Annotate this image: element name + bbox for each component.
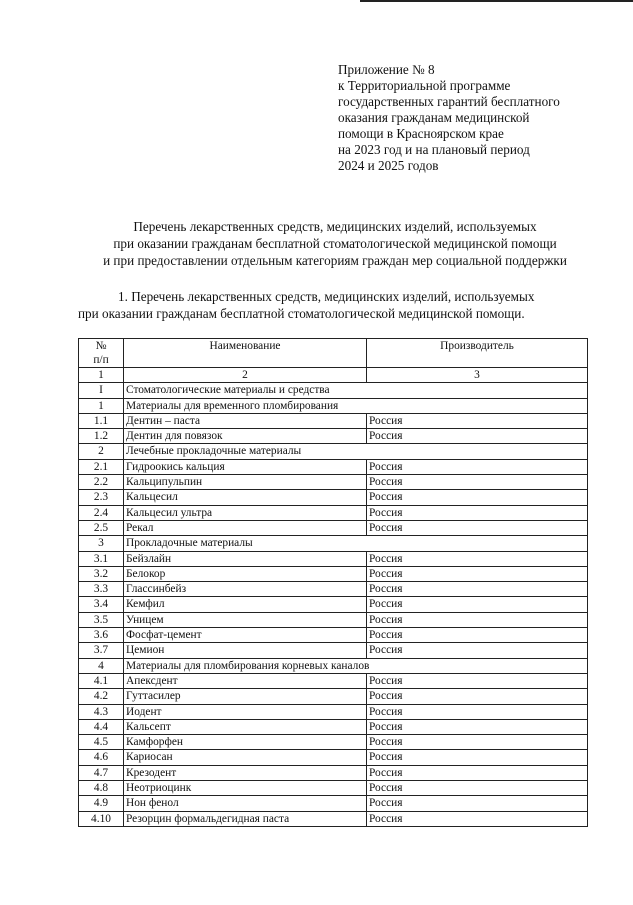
row-name: Кальсепт: [124, 719, 367, 734]
table-section-row: [79, 536, 588, 551]
row-number: 1: [79, 398, 124, 413]
row-producer: Россия: [367, 673, 588, 688]
table-row: [79, 413, 588, 428]
table-row: [79, 704, 588, 719]
table-row: [79, 765, 588, 780]
row-name: Кемфил: [124, 597, 367, 612]
row-producer: Россия: [367, 566, 588, 581]
row-producer: Россия: [367, 475, 588, 490]
row-name: Крезодент: [124, 765, 367, 780]
row-name: Материалы для временного пломбирования: [124, 398, 588, 413]
row-producer: Россия: [367, 781, 588, 796]
row-number: 4.10: [79, 811, 124, 826]
row-name: Кальципульпин: [124, 475, 367, 490]
row-number: 2.3: [79, 490, 124, 505]
row-number: 4.3: [79, 704, 124, 719]
row-number: 3.3: [79, 582, 124, 597]
row-number: 3.4: [79, 597, 124, 612]
row-name: Гидроокись кальция: [124, 459, 367, 474]
row-number: 1.1: [79, 413, 124, 428]
table-row: [79, 750, 588, 765]
appendix-line: Приложение № 8: [338, 62, 435, 77]
row-number: 4.7: [79, 765, 124, 780]
row-producer: Россия: [367, 735, 588, 750]
heading-line: при оказании гражданам бесплатной стоматологической медицинской помощи: [113, 236, 557, 251]
section-title-line: при оказании гражданам бесплатной стоматологической медицинской помощи.: [78, 306, 525, 321]
row-number: 3: [79, 536, 124, 551]
table-body: [79, 383, 588, 827]
header-num-line2: п/п: [93, 354, 109, 366]
section-title: [78, 288, 598, 322]
row-number: 3.6: [79, 628, 124, 643]
row-producer: Россия: [367, 520, 588, 535]
row-producer: Россия: [367, 796, 588, 811]
row-number: 2.2: [79, 475, 124, 490]
row-name: Белокор: [124, 566, 367, 581]
row-producer: Россия: [367, 643, 588, 658]
row-producer: Россия: [367, 704, 588, 719]
row-number: 2.1: [79, 459, 124, 474]
row-name: Неотриоцинк: [124, 781, 367, 796]
row-number: 4.5: [79, 735, 124, 750]
row-producer: Россия: [367, 505, 588, 520]
row-number: 3.7: [79, 643, 124, 658]
row-name: Материалы для пломбирования корневых каналов: [124, 658, 588, 673]
table-row: [79, 520, 588, 535]
row-name: Гуттасилер: [124, 689, 367, 704]
header-producer: Производитель: [367, 339, 588, 368]
table-row: [79, 475, 588, 490]
row-producer: Россия: [367, 429, 588, 444]
row-number: I: [79, 383, 124, 398]
row-name: Нон фенол: [124, 796, 367, 811]
row-name: Стоматологические материалы и средства: [124, 383, 588, 398]
table-row: [79, 429, 588, 444]
table-row: [79, 643, 588, 658]
table-row: [79, 582, 588, 597]
row-number: 3.1: [79, 551, 124, 566]
appendix-line: государственных гарантий бесплатного: [338, 94, 560, 109]
table-row: [79, 612, 588, 627]
table-row: [79, 796, 588, 811]
row-producer: Россия: [367, 689, 588, 704]
table-row: [79, 673, 588, 688]
row-number: 4.2: [79, 689, 124, 704]
appendix-line: к Территориальной программе: [338, 78, 511, 93]
row-name: Дентин для повязок: [124, 429, 367, 444]
table-row: [79, 551, 588, 566]
row-name: Глассинбейз: [124, 582, 367, 597]
scan-edge-line: [360, 0, 633, 2]
row-producer: Россия: [367, 551, 588, 566]
row-number: 4.6: [79, 750, 124, 765]
row-name: Резорцин формальдегидная паста: [124, 811, 367, 826]
table-row: [79, 566, 588, 581]
table-row: [79, 505, 588, 520]
row-number: 4.1: [79, 673, 124, 688]
row-producer: Россия: [367, 490, 588, 505]
row-name: Кариосан: [124, 750, 367, 765]
row-producer: Россия: [367, 628, 588, 643]
table-row: [79, 735, 588, 750]
row-name: Кальцесил ультра: [124, 505, 367, 520]
table-header-row: [79, 339, 588, 368]
table-section-row: [79, 383, 588, 398]
row-number: 2.4: [79, 505, 124, 520]
table-row: [79, 689, 588, 704]
row-name: Кальцесил: [124, 490, 367, 505]
table-row: [79, 628, 588, 643]
row-producer: Россия: [367, 811, 588, 826]
row-number: 4.9: [79, 796, 124, 811]
row-producer: Россия: [367, 750, 588, 765]
row-name: Фосфат-цемент: [124, 628, 367, 643]
row-name: Иодент: [124, 704, 367, 719]
document-heading: [40, 218, 630, 269]
row-number: 4.8: [79, 781, 124, 796]
row-number: 4: [79, 658, 124, 673]
row-name: Апексдент: [124, 673, 367, 688]
table-section-row: [79, 658, 588, 673]
index-cell: 2: [124, 368, 367, 383]
table-index-row: [79, 368, 588, 383]
row-number: 1.2: [79, 429, 124, 444]
section-title-line: 1. Перечень лекарственных средств, медицинских изделий, используемых: [118, 289, 535, 304]
row-name: Камфорфен: [124, 735, 367, 750]
appendix-line: 2024 и 2025 годов: [338, 158, 439, 173]
row-number: 4.4: [79, 719, 124, 734]
appendix-line: оказания гражданам медицинской: [338, 110, 530, 125]
row-name: Бейзлайн: [124, 551, 367, 566]
table-row: [79, 719, 588, 734]
heading-line: и при предоставлении отдельным категориям граждан мер социальной поддержки: [103, 253, 567, 268]
row-producer: Россия: [367, 612, 588, 627]
table-row: [79, 781, 588, 796]
row-number: 2: [79, 444, 124, 459]
appendix-line: на 2023 год и на плановый период: [338, 142, 530, 157]
row-number: 3.5: [79, 612, 124, 627]
heading-line: Перечень лекарственных средств, медицинских изделий, используемых: [133, 219, 537, 234]
row-number: 2.5: [79, 520, 124, 535]
table-row: [79, 490, 588, 505]
row-producer: Россия: [367, 582, 588, 597]
row-name: Дентин – паста: [124, 413, 367, 428]
appendix-block: [338, 62, 628, 174]
row-name: Цемион: [124, 643, 367, 658]
appendix-line: помощи в Красноярском крае: [338, 126, 504, 141]
table-row: [79, 811, 588, 826]
header-num: [79, 339, 124, 368]
row-producer: Россия: [367, 719, 588, 734]
medications-table: [78, 338, 588, 827]
row-producer: Россия: [367, 459, 588, 474]
row-producer: Россия: [367, 597, 588, 612]
table-section-row: [79, 444, 588, 459]
table-row: [79, 459, 588, 474]
header-num-line1: №: [95, 340, 107, 352]
index-cell: 1: [79, 368, 124, 383]
row-producer: Россия: [367, 413, 588, 428]
row-number: 3.2: [79, 566, 124, 581]
row-name: Прокладочные материалы: [124, 536, 588, 551]
table-row: [79, 597, 588, 612]
row-name: Рекал: [124, 520, 367, 535]
row-name: Лечебные прокладочные материалы: [124, 444, 588, 459]
row-name: Уницем: [124, 612, 367, 627]
table-section-row: [79, 398, 588, 413]
row-producer: Россия: [367, 765, 588, 780]
index-cell: 3: [367, 368, 588, 383]
header-name: Наименование: [124, 339, 367, 368]
